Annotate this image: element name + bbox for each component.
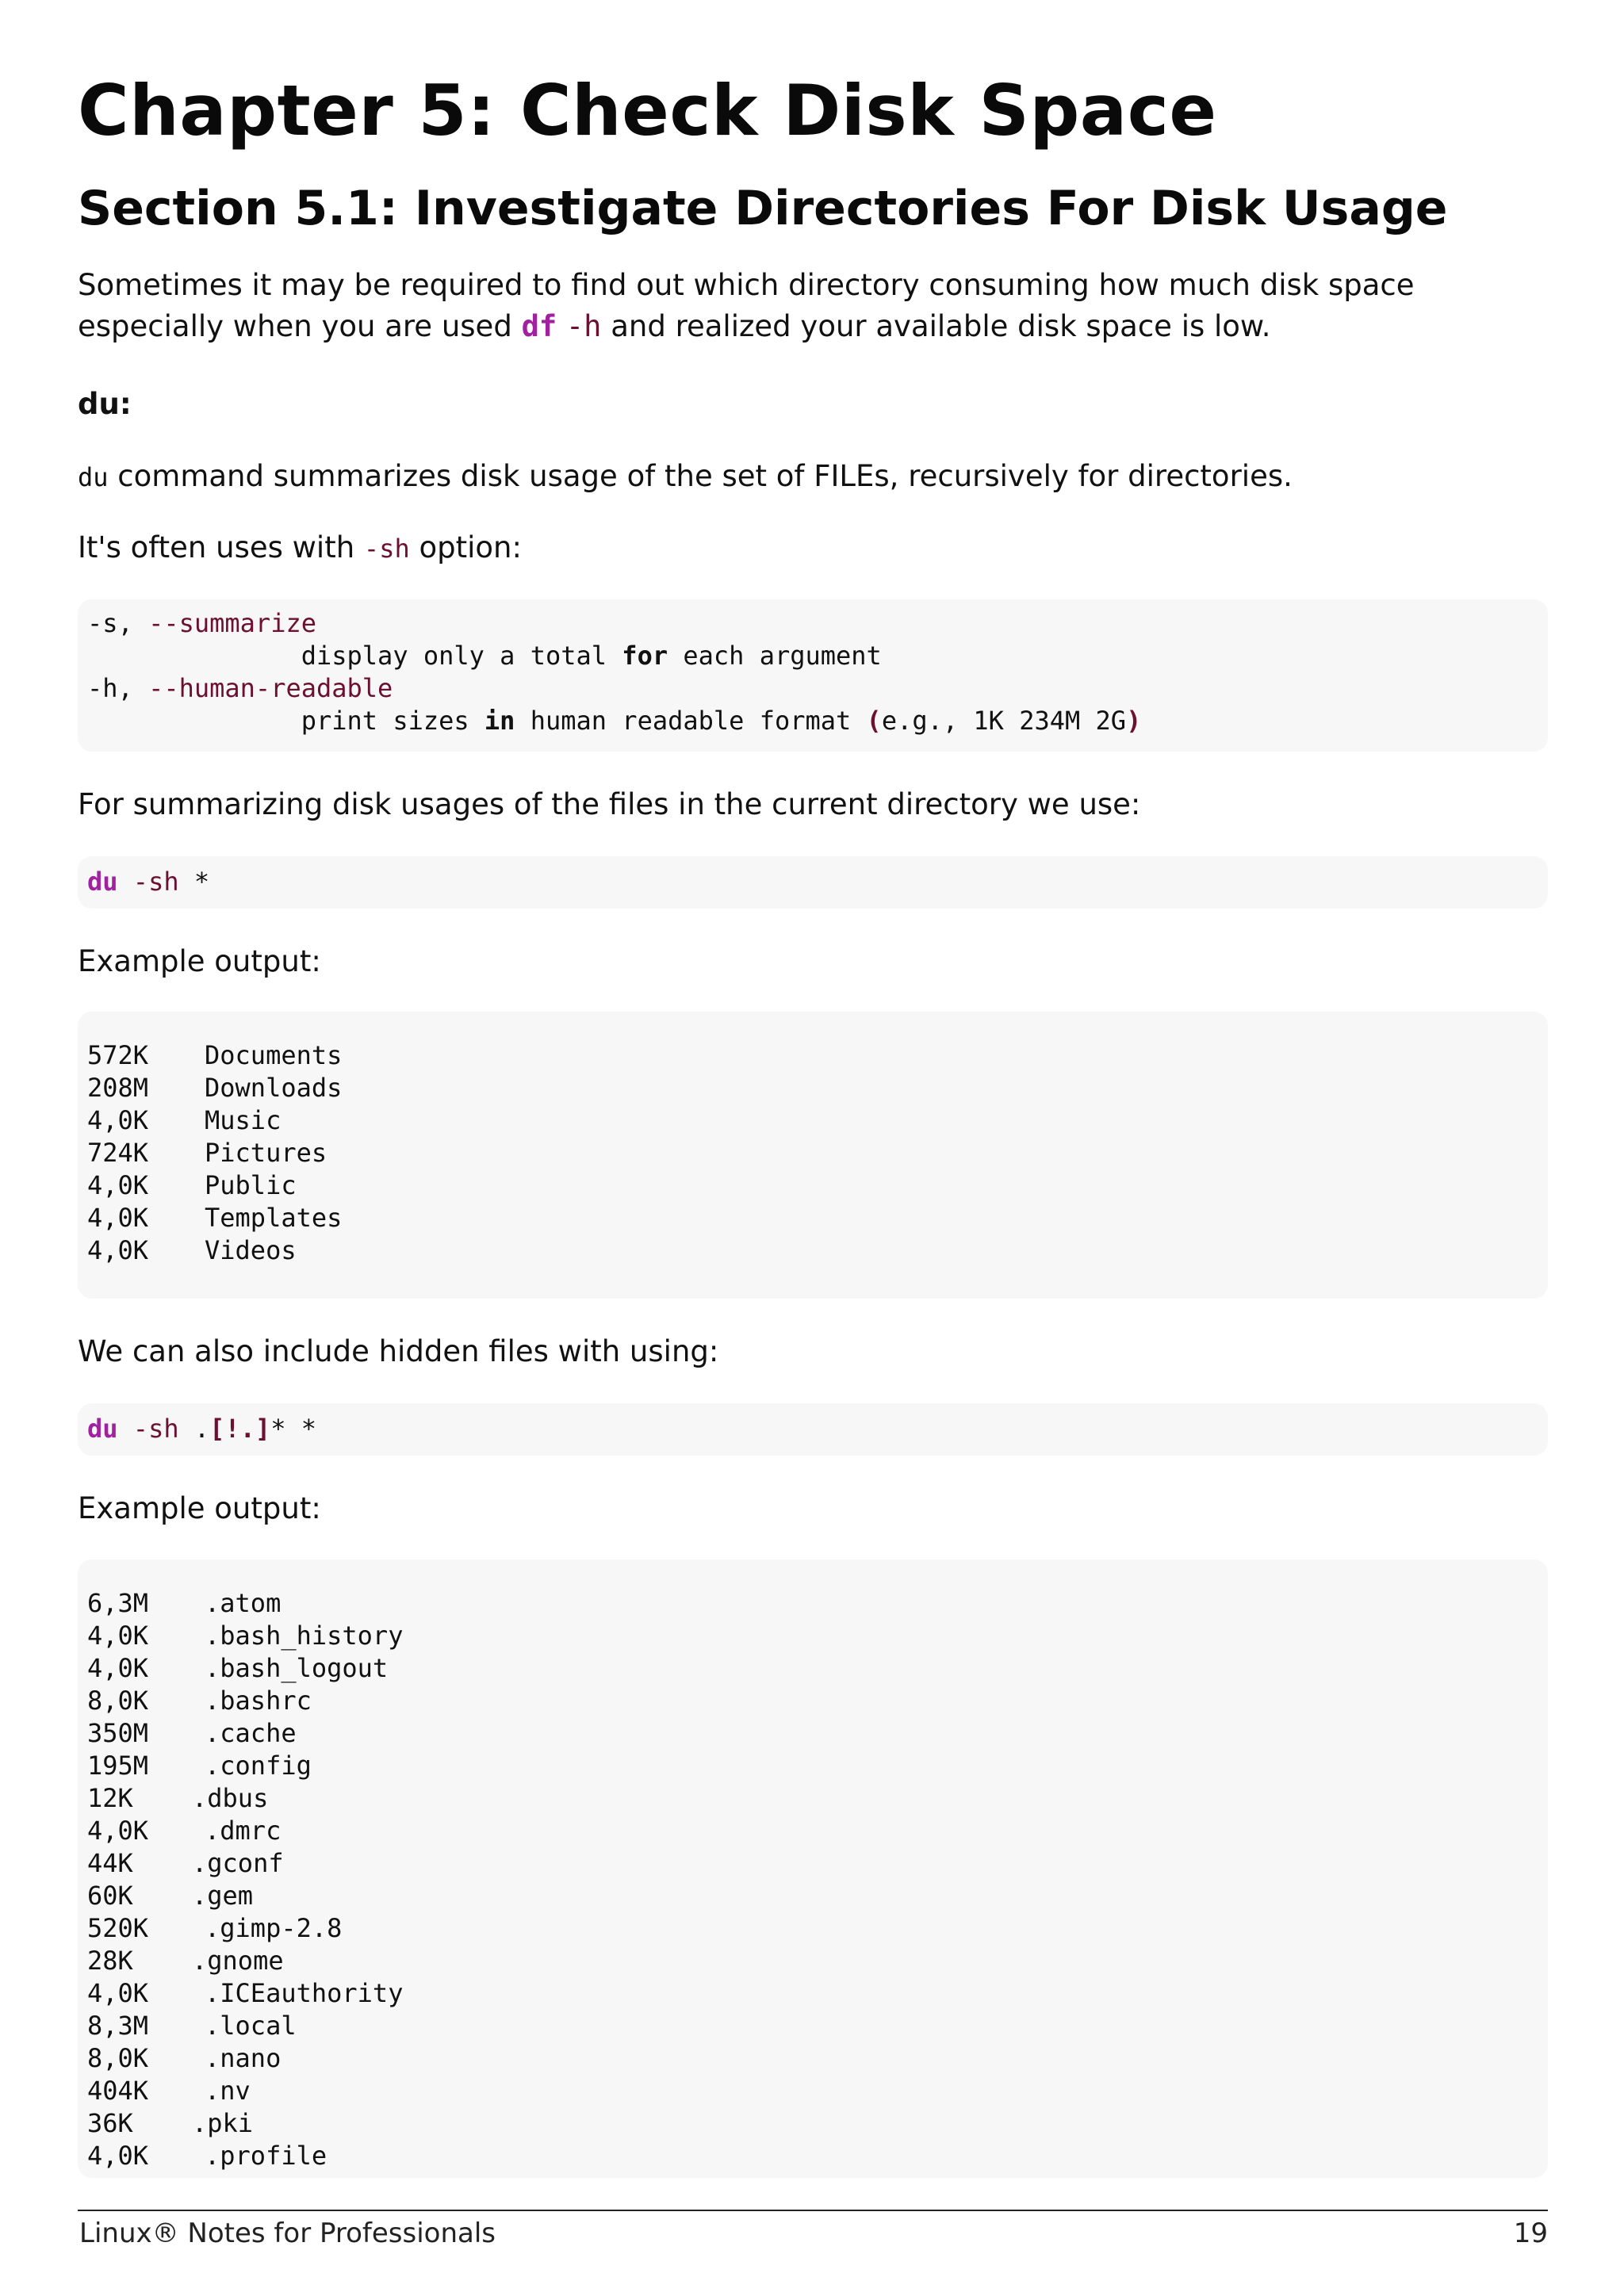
output-name: Documents [205,1040,343,1070]
output-row [87,1847,1548,1880]
output-name: .bash_logout [205,1653,389,1683]
output-row [87,2107,1548,2140]
output-name: Public [205,1170,297,1200]
output-row [87,1202,1548,1234]
example-output-label-1: Example output: [78,944,321,978]
output-code-block-2 [78,1559,1548,2178]
output-size: 195M [87,1751,149,1781]
code-line: display only a total for each argument [87,641,882,671]
example-output-label-2: Example output: [78,1491,321,1525]
output-row [87,2075,1548,2107]
options-code-block [78,599,1548,752]
output-name: Music [205,1105,282,1135]
hidden-files-paragraph: We can also include hidden files with using: [78,1334,719,1368]
code-line: -s, --summarize [87,608,316,638]
output-name: .gimp-2.8 [205,1913,343,1943]
output-size: 208M [87,1073,149,1103]
output-size: 8,3M [87,2011,149,2041]
output-name: .dmrc [205,1816,282,1846]
output-size: 404K [87,2076,149,2106]
output-name: Pictures [205,1138,327,1168]
output-size: 4,0K [87,1235,149,1265]
output-name: .nano [205,2043,282,2073]
output-size: 4,0K [87,1105,149,1135]
inline-code-du: du [78,462,109,492]
code-line: print sizes in human readable format (e.g., 1K 234M 2G) [87,706,1142,736]
output-row [87,1169,1548,1202]
inline-code-df: df [521,309,557,343]
output-size: 4,0K [87,1653,149,1683]
output-row [87,1652,1548,1685]
output-name: .bash_history [205,1621,404,1651]
output-row [87,2140,1548,2172]
output-row [87,1685,1548,1717]
output-row [87,1782,1548,1815]
du-description: du command summarizes disk usage of the set of FILEs, recursively for directories. [78,459,1293,493]
output-size: 60K [87,1881,133,1911]
output-row [87,1620,1548,1652]
inline-code-flag: -h [565,309,602,343]
output-row [87,1104,1548,1137]
output-name: Templates [205,1203,343,1233]
output-row [87,1072,1548,1104]
output-name: .profile [205,2141,327,2171]
output-name: .gnome [192,1946,284,1976]
output-size: 4,0K [87,1170,149,1200]
output-size: 6,3M [87,1588,149,1618]
summarizing-paragraph: For summarizing disk usages of the files in the current directory we use: [78,787,1141,821]
footer-page-number: 19 [1513,2218,1548,2249]
output-row [87,1137,1548,1169]
du-heading: du: [78,387,132,421]
output-size: 4,0K [87,1203,149,1233]
output-size: 572K [87,1040,149,1070]
output-row [87,1880,1548,1912]
code-line: -h, --human-readable [87,673,393,703]
output-name: .gconf [192,1848,284,1878]
output-size: 8,0K [87,2043,149,2073]
footer-divider [78,2210,1548,2211]
output-name: .nv [205,2076,251,2106]
output-row [87,1717,1548,1750]
code-line: du -sh * [87,867,210,897]
output-row [87,1815,1548,1847]
output-size: 4,0K [87,1816,149,1846]
output-name: .ICEauthority [205,1978,404,2008]
output-size: 4,0K [87,2141,149,2171]
command-code-block-1 [78,856,1548,909]
output-size: 350M [87,1718,149,1748]
output-row [87,2010,1548,2042]
output-name: .gem [192,1881,254,1911]
code-line: du -sh .[!.]* * [87,1414,316,1444]
output-name: Videos [205,1235,297,1265]
intro-paragraph: Sometimes it may be required to find out which directory consuming how much disk space especially when you are used df -h and realized your available disk space is low. [78,268,1415,343]
output-row [87,1977,1548,2010]
output-name: .atom [205,1588,282,1618]
output-name: .bashrc [205,1686,312,1716]
section-title: Section 5.1: Investigate Directories For Disk Usage [78,181,1448,236]
chapter-title: Chapter 5: Check Disk Space [78,70,1217,151]
output-size: 4,0K [87,1978,149,2008]
output-size: 8,0K [87,1686,149,1716]
output-name: .config [205,1751,312,1781]
output-size: 12K [87,1783,133,1813]
output-row [87,1039,1548,1072]
footer-book-title: Linux® Notes for Professionals [79,2218,496,2249]
output-size: 36K [87,2108,133,2138]
output-size: 520K [87,1913,149,1943]
inline-code-sh: -sh [363,534,410,564]
output-name: .pki [192,2108,254,2138]
command-code-block-2 [78,1403,1548,1456]
output-name: .cache [205,1718,297,1748]
output-name: .dbus [192,1783,269,1813]
output-size: 44K [87,1848,133,1878]
output-row [87,1234,1548,1267]
output-size: 28K [87,1946,133,1976]
output-row [87,1750,1548,1782]
often-uses-paragraph: It's often uses with -sh option: [78,530,522,564]
output-row [87,1945,1548,1977]
output-name: Downloads [205,1073,343,1103]
output-row [87,1912,1548,1945]
output-row [87,1587,1548,1620]
output-size: 724K [87,1138,149,1168]
output-row [87,2042,1548,2075]
output-code-block-1 [78,1012,1548,1299]
output-name: .local [205,2011,297,2041]
output-size: 4,0K [87,1621,149,1651]
